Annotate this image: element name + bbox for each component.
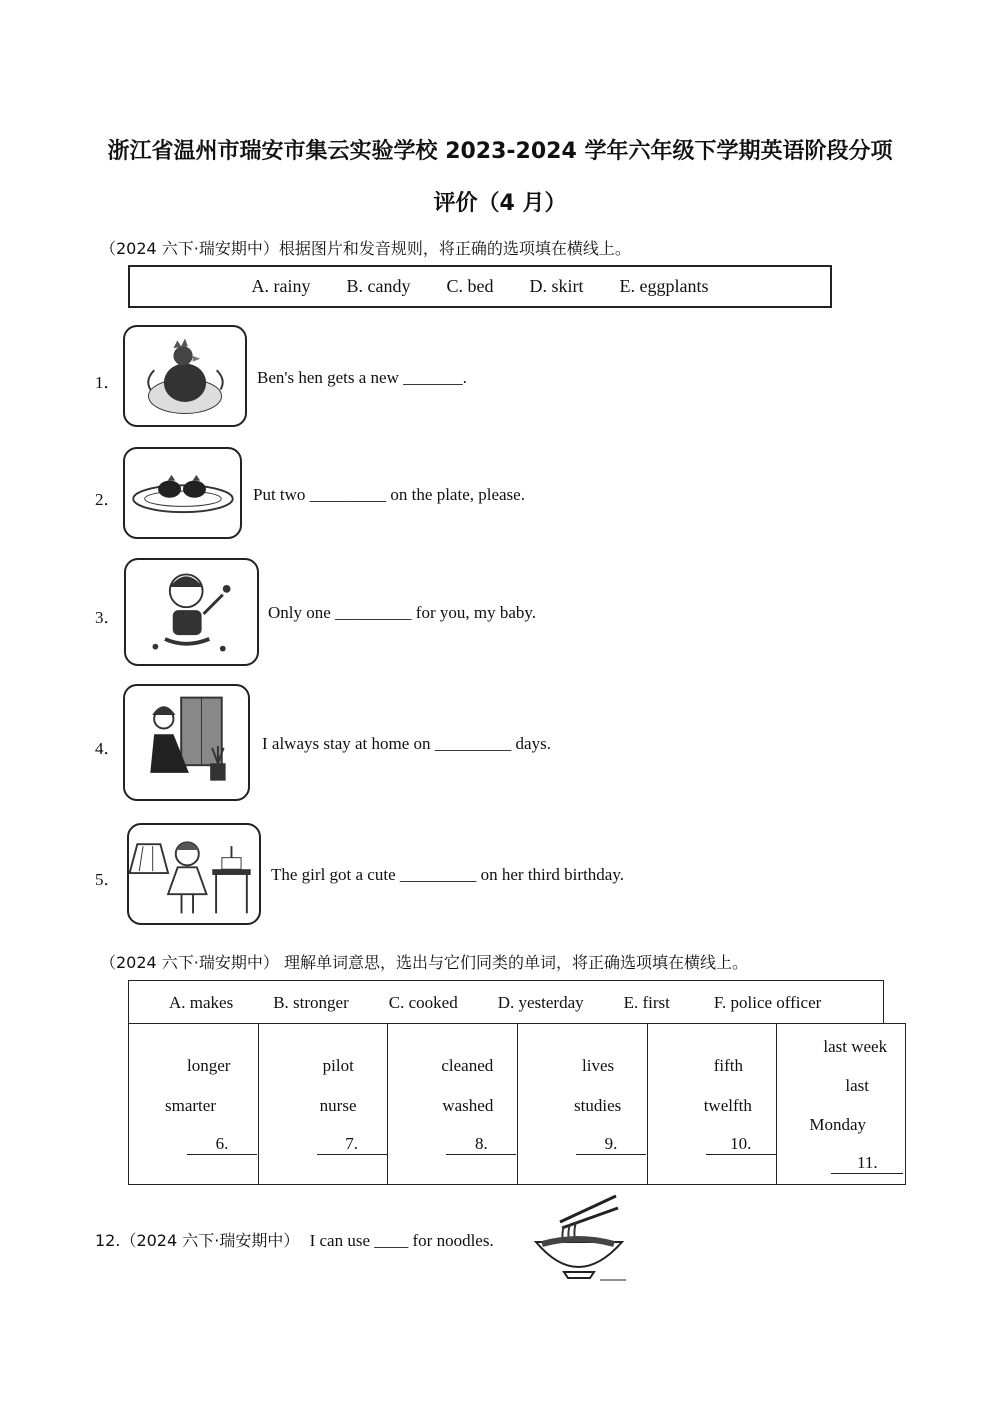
option-a-makes: A. makes — [169, 992, 234, 1012]
word-last-week: last week — [823, 1037, 888, 1056]
noodle-bowl-icon — [530, 1192, 626, 1284]
question-3-number: 3． — [95, 608, 121, 627]
eggplant-plate-icon — [125, 449, 240, 537]
word-cleaned: cleaned — [441, 1056, 494, 1075]
category-cell-6 — [129, 1024, 259, 1184]
document-title-line1: 浙江省温州市瑞安市集云实验学校 2023-2024 学年六年级下学期英语阶段分项 — [107, 139, 893, 164]
question-4-text: I always stay at home on _________ days. — [262, 734, 551, 753]
word-longer: longer — [187, 1056, 231, 1075]
noodles-picture — [530, 1192, 626, 1284]
question-1-text: Ben's hen gets a new _______. — [257, 368, 467, 387]
word-nurse: nurse — [319, 1096, 357, 1115]
question-2-number: 2． — [95, 490, 121, 509]
eggplants-picture — [123, 447, 242, 539]
category-cell-8 — [388, 1024, 518, 1184]
answer-blank-11[interactable]: 11. — [831, 1153, 903, 1174]
category-cell-11 — [777, 1024, 905, 1184]
question-12-text: I can use ____ for noodles. — [309, 1231, 494, 1250]
word-fifth: fifth — [713, 1056, 743, 1075]
word-washed: washed — [442, 1096, 494, 1115]
section1-instruction: （2024 六下·瑞安期中）根据图片和发音规则，将正确的选项填在横线上。 — [100, 239, 631, 258]
option-b-stronger: B. stronger — [273, 992, 349, 1012]
answer-blank-6[interactable]: 6. — [187, 1134, 257, 1155]
question-2-text: Put two _________ on the plate, please. — [253, 485, 525, 504]
question-3-text: Only one _________ for you, my baby. — [268, 603, 537, 622]
skirt-picture — [127, 823, 261, 925]
word-studies: studies — [574, 1096, 622, 1115]
candy-picture — [124, 558, 259, 666]
rainy-picture — [123, 684, 250, 801]
section1-options-box — [128, 265, 832, 308]
section2-options-row — [128, 980, 884, 1024]
answer-blank-9[interactable]: 9. — [576, 1134, 646, 1155]
section2-instruction: （2024 六下·瑞安期中） 理解单词意思，选出与它们同类的单词，将正确选项填在横线上。 — [100, 953, 748, 972]
question-4-number: 4． — [95, 739, 121, 758]
word-lives: lives — [582, 1056, 615, 1075]
word-twelfth: twelfth — [703, 1096, 752, 1115]
word-monday: Monday — [809, 1115, 867, 1134]
option-d: D. skirt — [529, 276, 584, 296]
hen-picture — [123, 325, 247, 427]
answer-blank-8[interactable]: 8. — [446, 1134, 516, 1155]
word-pilot: pilot — [322, 1056, 354, 1075]
question-12-source: 12.（2024 六下·瑞安期中） — [95, 1231, 300, 1250]
question-1-number: 1． — [95, 373, 121, 392]
document-title-line2: 评价（4 月） — [433, 191, 567, 216]
option-b: B. candy — [346, 276, 411, 296]
girl-skirt-icon — [129, 825, 259, 923]
rainy-window-icon — [125, 686, 248, 799]
option-f-police-officer: F. police officer — [713, 992, 822, 1012]
option-e: E. eggplants — [619, 276, 709, 296]
category-cell-9 — [518, 1024, 648, 1184]
option-e-first: E. first — [623, 992, 670, 1012]
question-12 — [95, 1228, 494, 1251]
word-last: last — [845, 1076, 869, 1095]
question-5-text: The girl got a cute _________ on her third birthday. — [271, 865, 624, 884]
option-c-cooked: C. cooked — [388, 992, 458, 1012]
category-cell-7 — [259, 1024, 389, 1184]
answer-blank-7[interactable]: 7. — [317, 1134, 387, 1155]
question-5-number: 5． — [95, 870, 121, 889]
word-category-table — [128, 1023, 906, 1185]
option-c: C. bed — [446, 276, 494, 296]
answer-blank-10[interactable]: 10. — [706, 1134, 776, 1155]
baby-candy-icon — [126, 560, 257, 664]
word-smarter: smarter — [165, 1096, 216, 1115]
option-d-yesterday: D. yesterday — [497, 992, 584, 1012]
hen-icon — [125, 327, 245, 425]
option-a: A. rainy — [251, 276, 311, 296]
category-cell-10 — [648, 1024, 778, 1184]
